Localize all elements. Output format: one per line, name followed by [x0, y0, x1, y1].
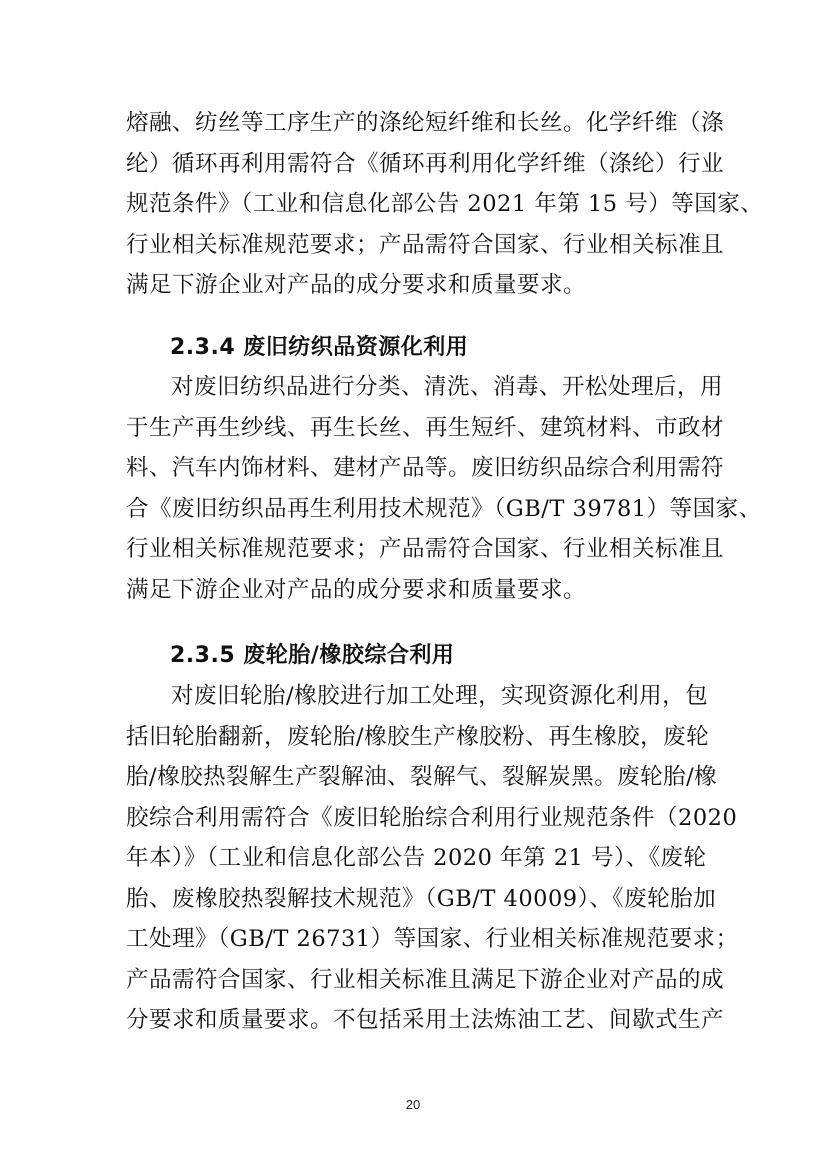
- section-heading-2-3-4: 2.3.4 废旧纺织品资源化利用: [170, 335, 469, 360]
- paragraph-line: 满足下游企业对产品的成分要求和质量要求。: [126, 272, 587, 298]
- paragraph-line: 纶）循环再利用需符合《循环再利用化学纤维（涤纶）行业: [126, 150, 725, 177]
- paragraph-line: 行业相关标准规范要求；产品需符合国家、行业相关标准且: [126, 231, 725, 258]
- paragraph-1: [126, 103, 764, 306]
- section-heading-2-3-5: 2.3.5 废轮胎/橡胶综合利用: [170, 643, 455, 668]
- paragraph-line: 产品需符合国家、行业相关标准且满足下游企业对产品的成: [126, 966, 725, 993]
- paragraph-line: 括旧轮胎翻新，废轮胎/橡胶生产橡胶粉、再生橡胶，废轮: [126, 723, 710, 750]
- paragraph-line: 年本）》（工业和信息化部公告 2020 年第 21 号）、《废轮: [126, 845, 707, 871]
- paragraph-line: 胶综合利用需符合《废旧轮胎综合利用行业规范条件（2020: [126, 804, 738, 831]
- paragraph-line: 合《废旧纺织品再生利用技术规范》（GB/T 39781）等国家、: [126, 495, 762, 522]
- paragraph-line: 满足下游企业对产品的成分要求和质量要求。: [126, 576, 587, 603]
- page-number: 20: [405, 1097, 421, 1112]
- paragraph-line: 行业相关标准规范要求；产品需符合国家、行业相关标准且: [126, 536, 725, 562]
- paragraph-line: 熔融、纺丝等工序生产的涤纶短纤维和长丝。化学纤维（涤: [126, 110, 725, 136]
- paragraph-line: 胎、废橡胶热裂解技术规范》（GB/T 40009）、《废轮胎加: [126, 885, 717, 912]
- paragraph-2: [126, 367, 762, 610]
- paragraph-line: 于生产再生纱线、再生长丝、再生短纤、建筑材料、市政材: [126, 414, 725, 441]
- paragraph-line: 对废旧纺织品进行分类、清洗、消毒、开松处理后，用: [171, 374, 724, 400]
- paragraph-line: 胎/橡胶热裂解生产裂解油、裂解气、裂解炭黑。废轮胎/橡: [126, 764, 718, 790]
- paragraph-3: [126, 676, 739, 1041]
- paragraph-line: 规范条件》（工业和信息化部公告 2021 年第 15 号）等国家、: [126, 191, 764, 217]
- paragraph-line: 分要求和质量要求。不包括采用土法炼油工艺、间歇式生产: [126, 1007, 725, 1033]
- paragraph-line: 对废旧轮胎/橡胶进行加工处理，实现资源化利用，包: [171, 683, 709, 709]
- paragraph-line: 工处理》（GB/T 26731）等国家、行业相关标准规范要求；: [126, 926, 739, 952]
- paragraph-line: 料、汽车内饰材料、建材产品等。废旧纺织品综合利用需符: [126, 455, 725, 481]
